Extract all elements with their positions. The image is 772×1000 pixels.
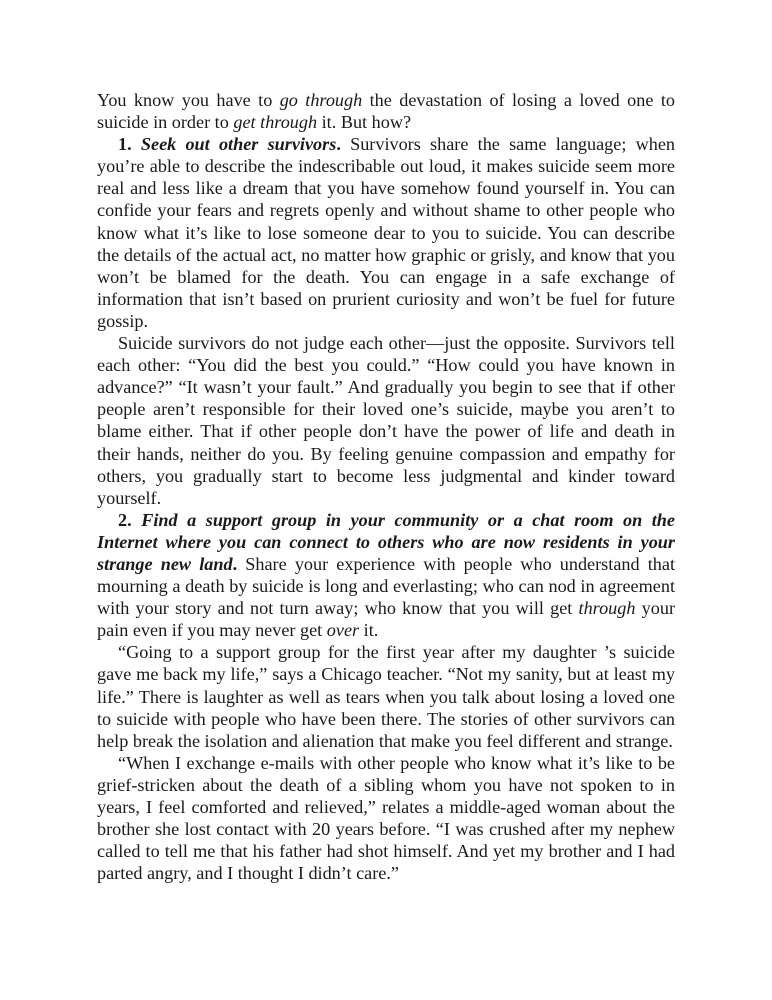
- paragraph-intro: [97, 89, 675, 133]
- text-run: “When I exchange e-mails with other people who know what it’s like to be grief-stricken about the death of a sibling whom you have not spoken to in years, I feel comforted and relieved,” relates a middle-aged woman about the brother she lost contact with 20 years before. “I was crushed after my nephew called to tell me that his father had shot himself. And yet my brother and I had parted angry, and I thought I didn’t care.”: [97, 752, 675, 884]
- text-run: Suicide survivors do not judge each other—just the opposite. Survivors tell each other: “You did the best you could.” “How could you have known in advance?” “It wasn’t your fault.” And gradually you begin to see that if other people aren’t responsible for their loved one’s suicide, maybe you aren’t to blame either. That if other people don’t have the power of life and death in their hands, neither do you. By feeling genuine compassion and empathy for others, you gradually start to become less judgmental and kinder toward yourself.: [97, 333, 675, 508]
- paragraph-chicago-teacher: [97, 641, 675, 751]
- text-run: Survivors share the same language; when you’re able to describe the indescribable out loud, it makes suicide seem more real and less like a dream that you have somehow found yourself in. You can confide your fears and regrets openly and without shame to other people who know what it’s like to lose someone dear to you to suicide. You can describe the details of the actual act, no matter how graphic or grisly, and know that you won’t be blamed for the death. You can engage in a safe exchange of information that isn’t based on prurient curiosity and won’t be fuel for future gossip.: [97, 134, 676, 331]
- text-run: it.: [359, 620, 379, 641]
- text-run: the devastation of losing a loved one to suicide in order to: [97, 90, 675, 133]
- text-run: through: [578, 598, 636, 619]
- paragraph-support-group: [97, 509, 675, 642]
- text-run: Find a support group in your community or a chat room on the Internet where you can connect to others who are now residents in your strange new land: [97, 509, 675, 574]
- text-run: your pain even if you may never get: [97, 598, 675, 641]
- paragraph-no-judging: [97, 332, 675, 509]
- text-run: it. But how?: [317, 112, 412, 133]
- text-run: .: [336, 134, 341, 155]
- text-run: over: [326, 620, 360, 641]
- text-run: Share your experience with people who understand that mourning a death by suicide is long and everlasting; who can nod in agreement with your story and not turn away; who know that you will get: [97, 553, 675, 619]
- paragraph-seek-survivors: [97, 133, 675, 332]
- text-run: 2.: [118, 509, 142, 530]
- text-run: 1.: [118, 134, 141, 155]
- text-run: .: [232, 553, 238, 574]
- text-run: “Going to a support group for the first year after my daughter ’s suicide gave me back my life,” says a Chicago teacher. “Not my sanity, but at least my life.” There is laughter as well as tears when you talk about losing a loved one to suicide with people who have been there. The stories of other survivors can help break the isolation and alienation that make you feel different and strange.: [97, 642, 675, 751]
- document-body: [97, 89, 675, 884]
- text-run: You know you have to: [97, 90, 280, 110]
- text-run: Seek out other survivors: [140, 134, 337, 155]
- text-run: get through: [233, 112, 318, 133]
- text-run: go through: [279, 90, 363, 110]
- paragraph-email-quote: [97, 752, 675, 885]
